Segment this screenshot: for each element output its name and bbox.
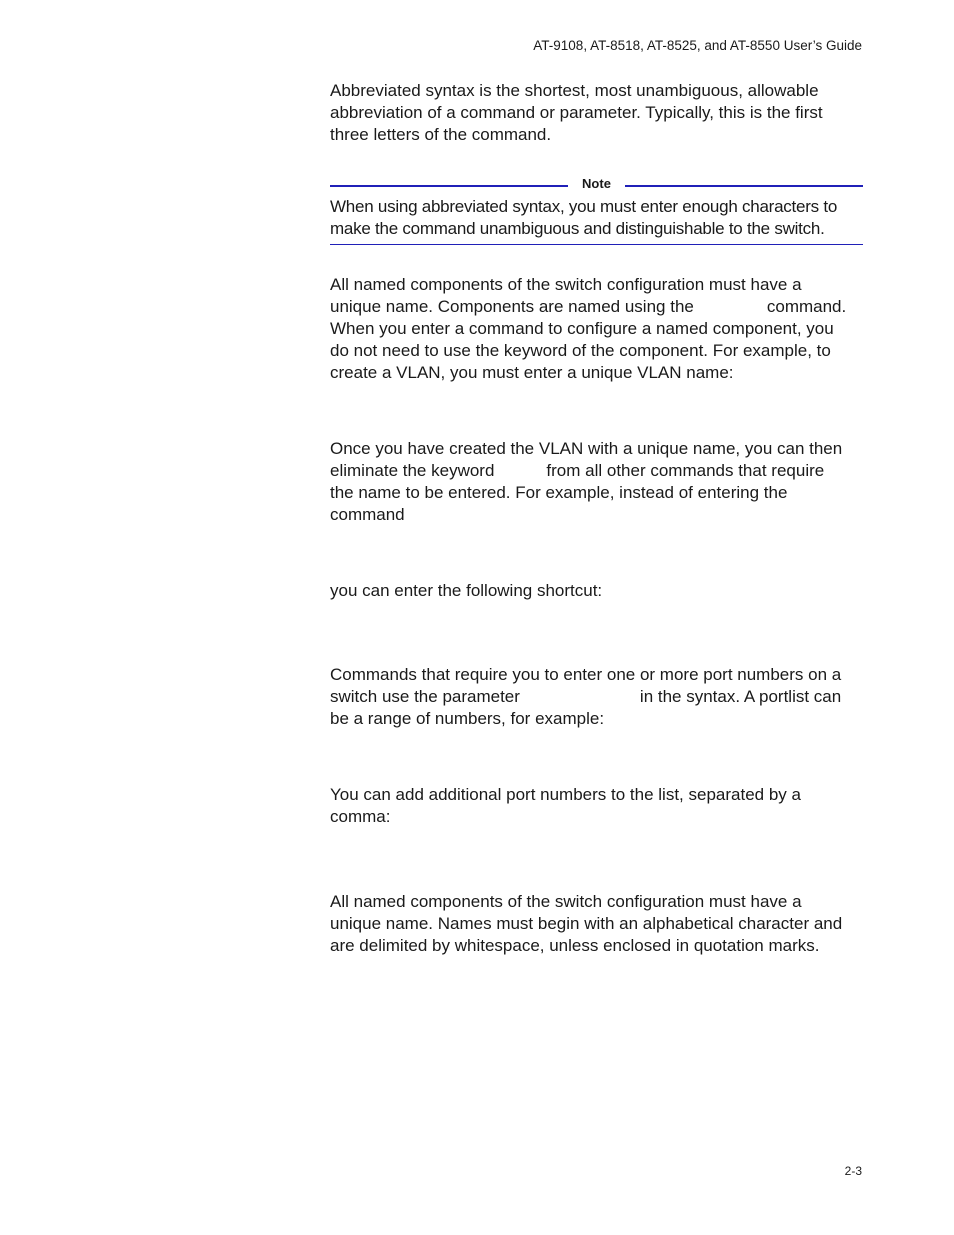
text-line: switch use the parameter	[330, 687, 520, 706]
note-label: Note	[582, 176, 611, 191]
running-header: AT-9108, AT-8518, AT-8525, and AT-8550 User’s Guide	[533, 38, 862, 53]
text-line: When you enter a command to configure a named component, you	[330, 319, 834, 338]
paragraph-eliminate-keyword	[330, 438, 865, 526]
note-rule-bottom	[330, 244, 863, 245]
paragraph-abbreviated-syntax	[330, 80, 865, 146]
text-line: eliminate the keyword	[330, 461, 495, 480]
text-line: be a range of numbers, for example:	[330, 709, 605, 728]
paragraph-named-components	[330, 274, 865, 384]
text-line: create a VLAN, you must enter a unique VLAN name:	[330, 363, 734, 382]
text-line: Commands that require you to enter one or more port numbers on a	[330, 665, 842, 684]
text-line: three letters of the command.	[330, 125, 552, 144]
note-rule-right	[625, 185, 863, 187]
note-text	[330, 196, 863, 240]
text-line: Once you have created the VLAN with a unique name, you can then	[330, 439, 843, 458]
note-box	[330, 176, 863, 245]
text-line: in the syntax. A portlist can	[639, 687, 842, 706]
text-line: When using abbreviated syntax, you must enter enough characters to	[330, 197, 838, 216]
text-line: Abbreviated syntax is the shortest, most unambiguous, allowable	[330, 81, 819, 100]
text-line: unique name. Components are named using the	[330, 297, 694, 316]
text-line: are delimited by whitespace, unless enclosed in quotation marks.	[330, 936, 820, 955]
text-line: command.	[766, 297, 847, 316]
paragraph-portlist	[330, 664, 865, 730]
text-line: abbreviation of a command or parameter. Typically, this is the first	[330, 103, 823, 122]
text-line: All named components of the switch configuration must have a	[330, 275, 802, 294]
paragraph-shortcut	[330, 580, 865, 602]
text-line: the name to be entered. For example, instead of entering the	[330, 483, 788, 502]
text-line: from all other commands that require	[546, 461, 825, 480]
text-line: unique name. Names must begin with an alphabetical character and	[330, 914, 843, 933]
text-line: All named components of the switch configuration must have a	[330, 892, 802, 911]
paragraph-additional-ports	[330, 784, 865, 828]
text-line: make the command unambiguous and distinguishable to the switch.	[330, 219, 825, 238]
text-line: you can enter the following shortcut:	[330, 581, 603, 600]
text-line: command	[330, 505, 405, 524]
page-number: 2-3	[844, 1164, 862, 1178]
text-line: do not need to use the keyword of the component. For example, to	[330, 341, 831, 360]
paragraph-names	[330, 891, 865, 957]
text-line: comma:	[330, 807, 391, 826]
text-line: You can add additional port numbers to the list, separated by a	[330, 785, 801, 804]
